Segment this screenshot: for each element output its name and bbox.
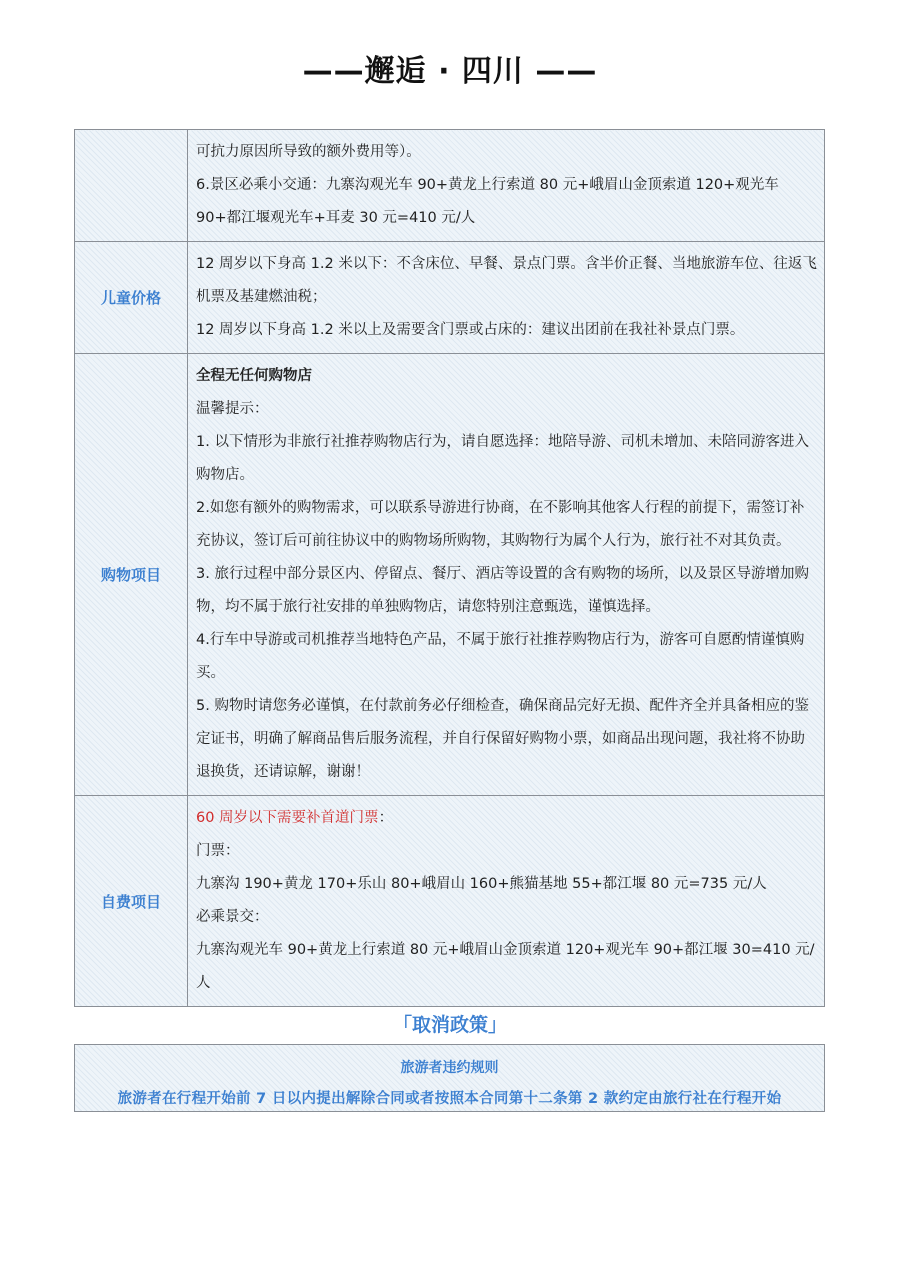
cancel-policy-title: 「取消政策」: [392, 1014, 507, 1036]
row-content-shopping: [188, 354, 825, 796]
shopping-line-3: 3. 旅行过程中部分景区内、停留点、餐厅、酒店等设置的含有购物的场所，以及景区导游增加购物，均不属于旅行社安排的单独购物店，请您特别注意甄选，谨慎选择。: [196, 566, 809, 615]
self-pay-notice: [196, 802, 818, 835]
row-content-self-pay: [188, 796, 825, 1007]
cancel-box-text: 旅游者在行程开始前 7 日以内提出解除合同或者按照本合同第十二条第 2 款约定由旅行社在行程开始: [117, 1091, 782, 1107]
cancel-policy-box: [74, 1044, 825, 1112]
continued-line-1: 可抗力原因所导致的额外费用等）。: [196, 144, 421, 160]
shopping-line-4: 4.行车中导游或司机推荐当地特色产品，不属于旅行社推荐购物店行为，游客可自愿酌情谨慎购买。: [196, 632, 805, 681]
row-label-self-pay: 自费项目: [75, 796, 188, 1007]
itinerary-info-table: [74, 129, 825, 1007]
table-row-self-pay: [75, 796, 825, 1007]
shopping-tip-label: 温馨提示：: [196, 401, 269, 417]
child-price-line-2: 12 周岁以下身高 1.2 米以上及需要含门票或占床的：建议出团前在我社补景点门票。: [196, 322, 745, 338]
self-pay-transport: 九寨沟观光车 90+黄龙上行索道 80 元+峨眉山金顶索道 120+观光车 90+都江堰 30=410 元/人: [196, 942, 815, 991]
row-content-child-price: [188, 242, 825, 354]
self-pay-tickets: 九寨沟 190+黄龙 170+乐山 80+峨眉山 160+熊猫基地 55+都江堰 80 元=735 元/人: [196, 876, 767, 892]
row-label-shopping: 购物项目: [75, 354, 188, 796]
row-label-continued: [75, 130, 188, 242]
table-row-shopping: [75, 354, 825, 796]
cancel-box-heading: 旅游者违约规则: [400, 1060, 499, 1076]
page-title: ——邂逅 · 四川 ——: [302, 54, 598, 89]
shopping-line-2: 2.如您有额外的购物需求，可以联系导游进行协商，在不影响其他客人行程的前提下，需签订补充协议，签订后可前往协议中的购物场所购物，其购物行为属个人行为，旅行社不对其负责。: [196, 500, 805, 549]
self-pay-transport-label: 必乘景交：: [196, 909, 269, 925]
table-row-continued: [75, 130, 825, 242]
table-row-child-price: [75, 242, 825, 354]
row-label-child-price: 儿童价格: [75, 242, 188, 354]
shopping-line-1: 1. 以下情形为非旅行社推荐购物店行为，请自愿选择：地陪导游、司机未增加、未陪同游客进入购物店。: [196, 434, 809, 483]
self-pay-notice-warning: 60 周岁以下需要补首道门票: [196, 810, 379, 826]
continued-line-2: 6.景区必乘小交通：九寨沟观光车 90+黄龙上行索道 80 元+峨眉山金顶索道 120+观光车 90+都江堰观光车+耳麦 30 元=410 元/人: [196, 177, 779, 226]
self-pay-notice-colon: ：: [378, 810, 394, 826]
self-pay-tickets-label: 门票：: [196, 843, 240, 859]
shopping-heading: 全程无任何购物店: [196, 368, 312, 384]
row-content-continued: [188, 130, 825, 242]
shopping-line-5: 5. 购物时请您务必谨慎，在付款前务必仔细检查，确保商品完好无损、配件齐全并具备相应的鉴定证书，明确了解商品售后服务流程，并自行保留好购物小票，如商品出现问题，我社将不协助退换货，还请谅解，谢谢！: [196, 698, 809, 780]
child-price-line-1: 12 周岁以下身高 1.2 米以下：不含床位、早餐、景点门票。含半价正餐、当地旅游车位、往返飞机票及基建燃油税；: [196, 256, 817, 305]
